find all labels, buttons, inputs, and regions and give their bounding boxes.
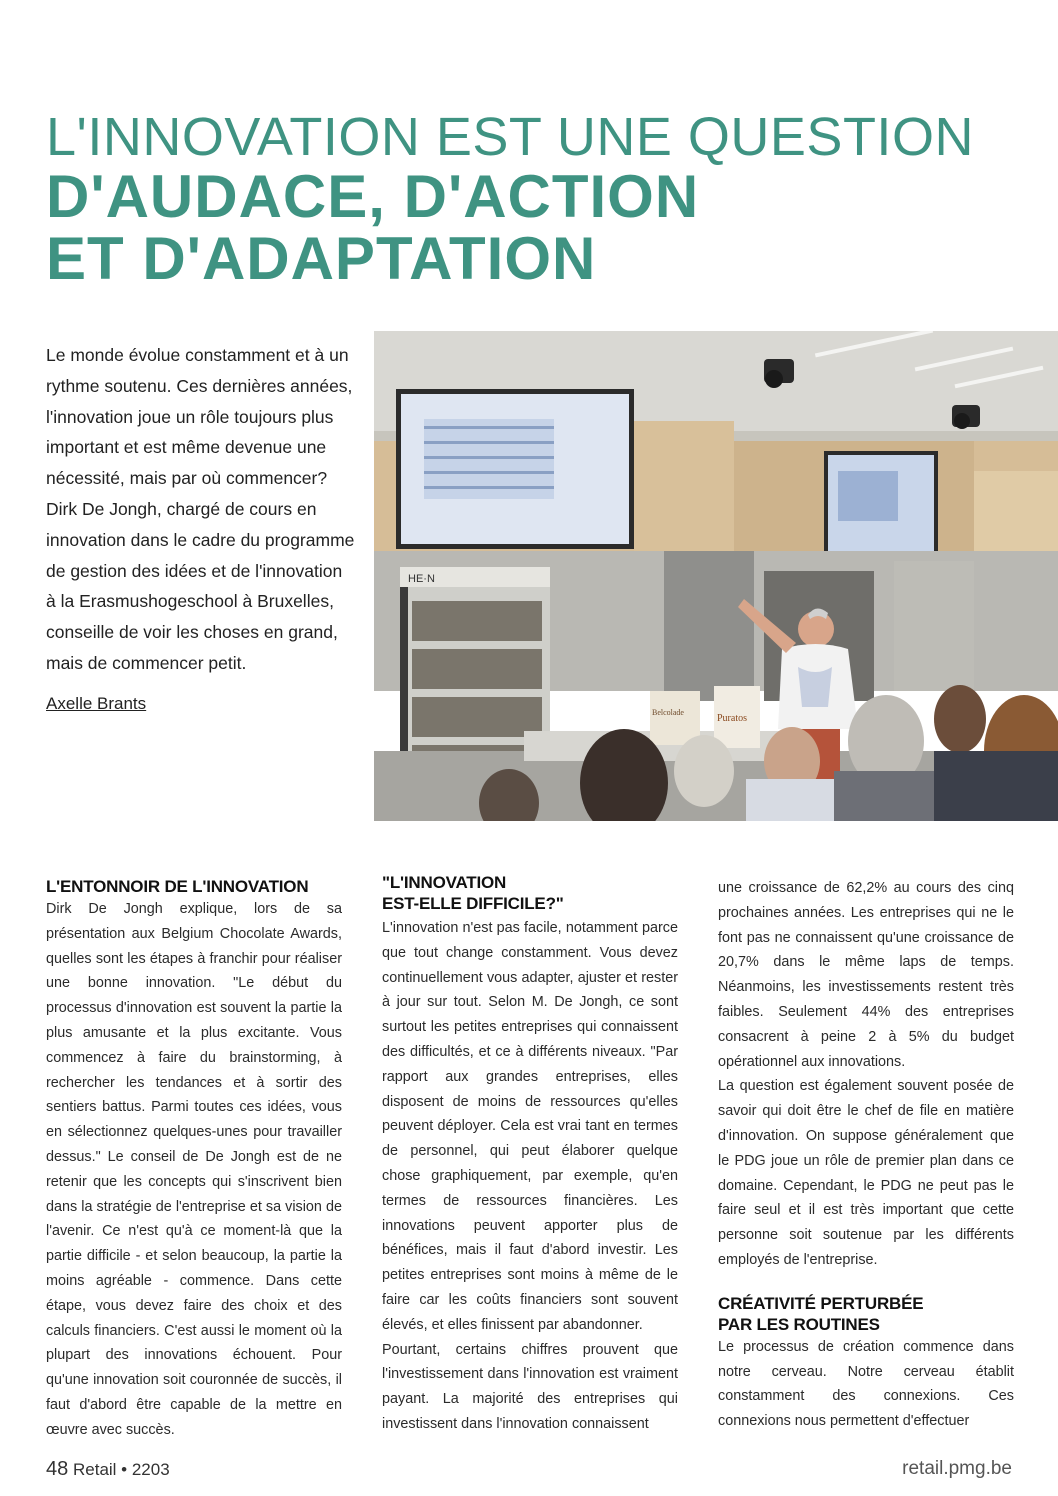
article-title: [46, 108, 1026, 290]
heading-line: "L'INNOVATION: [382, 873, 507, 892]
col3-paragraph-2: La question est également souvent posée de savoir qui doit être le chef de file en matière d'innovation. On suppose généralement que le PDG joue un rôle de premier plan dans ce domaine. Cependant, le PDG ne peut pas le faire seul et il est très important que cette personne soit soutenue par les différents employés de l'entreprise.: [718, 1078, 1014, 1268]
website-link[interactable]: retail.pmg.be: [902, 1458, 1012, 1479]
author-byline[interactable]: Axelle Brants: [46, 694, 147, 713]
heading-innovation-difficile: [382, 872, 678, 914]
heading-line: PAR LES ROUTINES: [718, 1314, 880, 1334]
title-line-1: L'INNOVATION EST UNE QUESTION: [46, 107, 974, 167]
col1-paragraph: Dirk De Jongh explique, lors de sa présentation aux Belgium Chocolate Awards, quelles sont les étapes à franchir pour réaliser une bonne innovation. "Le début du processus d'innovation est souvent la partie la plus amusante et la plus excitante. Vous commencez à faire du brainstorming, à rechercher les tendances et à sortir des sentiers battus. Parmi toutes ces idées, vous en sélectionnez quelques-unes pour travailler dessus." Le conseil de De Jongh est de ne retenir que les concepts qui s'inscrivent bien dans la stratégie de l'entreprise et sa vision de l'avenir. Ce n'est qu'à ce moment-là que la partie difficile - et selon beaucoup, la partie la moins agréable - commence. Dans cette étape, vous devez faire des choix et des calculs financiers. C'est aussi le moment où la plupart des innovations échouent. Pour qu'une innovation soit couronnée de succès, il faut d'abord être capable de la mettre en œuvre avec succès.: [46, 901, 342, 1438]
col2-paragraph-1: L'innovation n'est pas facile, notamment parce que tout change constamment. Vous devez continuellement vous adapter, ajuster et rester à jour sur tout. Selon M. De Jongh, ce sont surtout les petites entreprises qui connaissent des difficultés, et ce à différents niveaux. "Par rapport aux grandes entreprises, elles disposent de moins de ressources qu'elles peuvent déployer. Cela est vrai tant en termes de personnel, qui peut élaborer quelque chose graphiquement, par exemple, qu'en termes de ressources financières. Les innovations peuvent apporter plus de bénéfices, mais il faut d'abord investir. Les petites entreprises sont moins à même de le faire car les coûts financiers sont souvent élevés, et elles finissent par abandonner.: [382, 920, 678, 1333]
page-footer: [46, 1458, 170, 1481]
heading-entonnoir: L'ENTONNOIR DE L'INNOVATION: [46, 877, 309, 896]
heading-creativite: [718, 1293, 1014, 1335]
column-2: [382, 872, 678, 1437]
intro-paragraph: Le monde évolue constamment et à un rythme soutenu. Ces dernières années, l'innovation joue un rôle toujours plus important et est même devenue une nécessité, mais par où commencer? Dirk De Jongh, chargé de cours en innovation dans le cadre du programme de gestion des idées et de l'innovation à la Erasmushogeschool à Bruxelles, conseille de voir les choses en grand, mais de commencer petit.: [46, 345, 355, 673]
bag-label-puratos: Puratos: [717, 713, 747, 724]
col3-paragraph-1: une croissance de 62,2% au cours des cinq prochaines années. Les entreprises qui ne le font pas ne connaissent qu'une croissance de 20,7% dans le même laps de temps. Néanmoins, les investissements restent très faibles. Seulement 44% des entreprises consacrent à peine 2 à 5% du budget opérationnel aux innovations.: [718, 880, 1014, 1070]
oven-brand-label: HE·N: [408, 573, 435, 585]
title-line-3: ET D'ADAPTATION: [46, 225, 597, 292]
heading-line: CRÉATIVITÉ PERTURBÉE: [718, 1293, 924, 1313]
col2-paragraph-2: Pourtant, certains chiffres prouvent que l'investissement dans l'innovation est vraiment payant. La majorité des entreprises qui investissent dans l'innovation connaissent: [382, 1341, 678, 1432]
article-photo: [374, 331, 1058, 821]
presentation-photo-illustration: [374, 331, 1058, 821]
column-3: [718, 876, 1014, 1434]
col3-paragraph-3: Le processus de création commence dans notre cerveau. Notre cerveau établit constamment des connexions. Ces connexions nous permettent d'effectuer: [718, 1338, 1014, 1430]
page-number: 48: [46, 1458, 69, 1480]
publication-label: Retail • 2203: [72, 1460, 170, 1479]
column-1: [46, 872, 342, 1443]
bag-label-belcolade: Belcolade: [652, 708, 684, 717]
title-line-2: D'AUDACE, D'ACTION: [46, 163, 700, 230]
heading-line: EST-ELLE DIFFICILE?": [382, 894, 564, 913]
